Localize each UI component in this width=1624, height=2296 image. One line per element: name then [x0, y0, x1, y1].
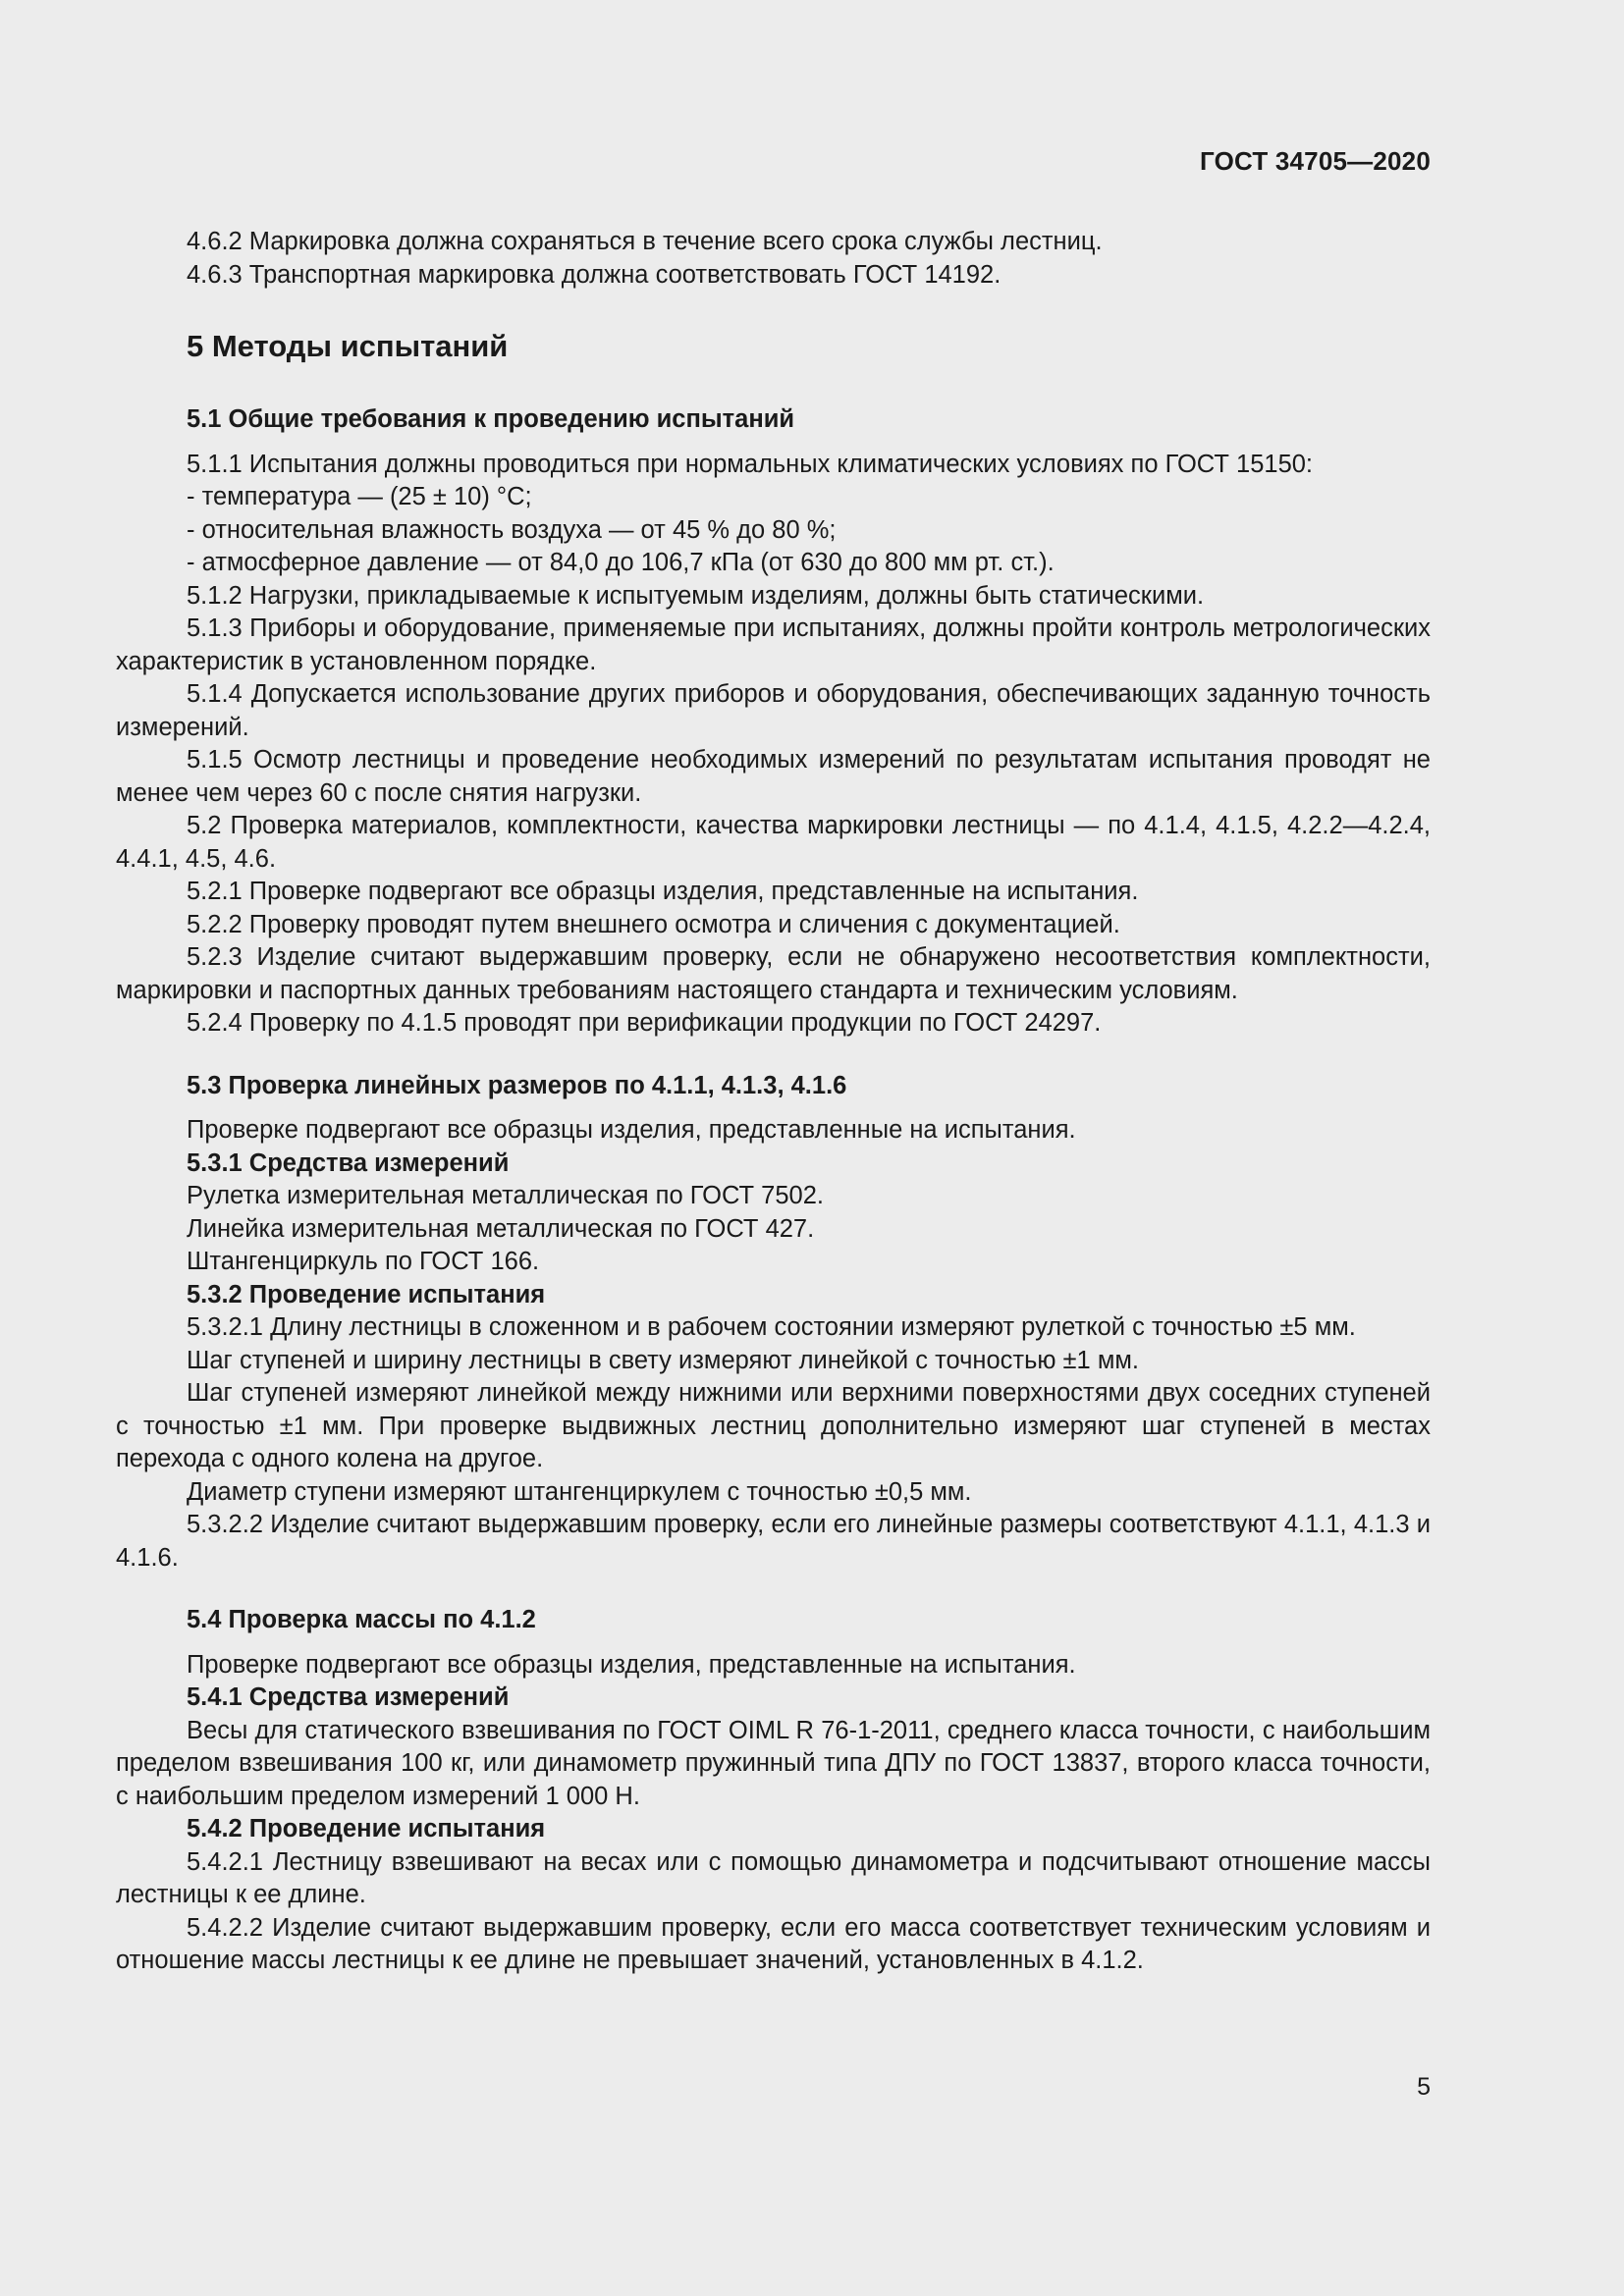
paragraph: 5.1.3 Приборы и оборудование, применяемые при испытаниях, должны пройти контроль метрологических характеристик в установленном порядке.: [116, 614, 1431, 675]
clause-heading: 5.3.1 Средства измерений: [187, 1148, 510, 1177]
paragraph: 4.6.2 Маркировка должна сохраняться в течение всего срока службы лестниц.: [187, 228, 1103, 255]
clause-heading: 5.4.2 Проведение испытания: [187, 1815, 546, 1842]
paragraph: Весы для статического взвешивания по ГОСТ OIML R 76-1-2011, среднего класса точности, с наибольшим пределом взвешивания 100 кг, или динамометр пружинный типа ДПУ по ГОСТ 13837, второго класса точности, с наибольшим пределом измерений 1 000 Н.: [116, 1716, 1431, 1810]
subsection-heading: 5.1 Общие требования к проведению испытаний: [187, 405, 795, 433]
paragraph: 5.3.2.2 Изделие считают выдержавшим проверку, если его линейные размеры соответствуют 4.1.1, 4.1.3 и 4.1.6.: [116, 1511, 1431, 1572]
paragraph: Диаметр ступени измеряют штангенциркулем с точностью ±0,5 мм.: [187, 1477, 972, 1506]
paragraph: 4.6.3 Транспортная маркировка должна соответствовать ГОСТ 14192.: [187, 260, 1001, 289]
paragraph: 5.4.2.1 Лестницу взвешивают на весах или с помощью динамометра и подсчитывают отношение массы лестницы к ее длине.: [116, 1847, 1431, 1908]
list-item: - относительная влажность воздуха — от 45 % до 80 %;: [187, 515, 837, 544]
paragraph: 5.2 Проверка материалов, комплектности, качества маркировки лестницы — по 4.1.4, 4.1.5, 4.2.2—4.2.4, 4.4.1, 4.5, 4.6.: [116, 812, 1431, 873]
document-header: ГОСТ 34705—2020: [1200, 146, 1431, 176]
paragraph: Линейка измерительная металлическая по ГОСТ 427.: [187, 1214, 815, 1243]
subsection-heading: 5.3 Проверка линейных размеров по 4.1.1, 4.1.3, 4.1.6: [187, 1071, 847, 1099]
paragraph: 5.1.4 Допускается использование других приборов и оборудования, обеспечивающих заданную точность измерений.: [116, 680, 1431, 741]
paragraph: Проверке подвергают все образцы изделия, представленные на испытания.: [187, 1116, 1076, 1144]
paragraph: 5.3.2.1 Длину лестницы в сложенном и в рабочем состоянии измеряют рулеткой с точностью ±5 мм.: [187, 1313, 1356, 1341]
clause-heading: 5.4.1 Средства измерений: [187, 1683, 510, 1711]
section-heading: 5 Методы испытаний: [187, 329, 509, 363]
clause-heading: 5.3.2 Проведение испытания: [187, 1280, 546, 1308]
paragraph: 5.2.2 Проверку проводят путем внешнего осмотра и сличения с документацией.: [187, 910, 1120, 938]
paragraph: 5.2.1 Проверке подвергают все образцы изделия, представленные на испытания.: [187, 878, 1139, 905]
paragraph: Рулетка измерительная металлическая по ГОСТ 7502.: [187, 1182, 824, 1209]
paragraph: 5.1.5 Осмотр лестницы и проведение необходимых измерений по результатам испытания проводят не менее чем через 60 с после снятия нагрузки.: [116, 746, 1431, 807]
paragraph: 5.4.2.2 Изделие считают выдержавшим проверку, если его масса соответствует техническим условиям и отношение массы лестницы к ее длине не превышает значений, установленных в 4.1.2.: [116, 1913, 1431, 1974]
page-number: 5: [1417, 2073, 1431, 2101]
subsection-heading: 5.4 Проверка массы по 4.1.2: [187, 1606, 536, 1633]
list-item: - атмосферное давление — от 84,0 до 106,7 кПа (от 630 до 800 мм рт. ст.).: [187, 549, 1055, 576]
paragraph: Шаг ступеней измеряют линейкой между нижними или верхними поверхностями двух соседних ступеней с точностью ±1 мм. При проверке выдвижных лестниц дополнительно измеряют шаг ступеней в местах перехода с одного колена на другое.: [116, 1379, 1431, 1472]
list-item: - температура — (25 ± 10) °С;: [187, 483, 532, 510]
paragraph: 5.1.2 Нагрузки, прикладываемые к испытуемым изделиям, должны быть статическими.: [187, 581, 1205, 610]
paragraph: Проверке подвергают все образцы изделия, представленные на испытания.: [187, 1650, 1076, 1679]
paragraph: 5.2.4 Проверку по 4.1.5 проводят при верификации продукции по ГОСТ 24297.: [187, 1009, 1102, 1037]
paragraph: Шаг ступеней и ширину лестницы в свету измеряют линейкой с точностью ±1 мм.: [187, 1346, 1139, 1374]
paragraph: Штангенциркуль по ГОСТ 166.: [187, 1248, 540, 1275]
paragraph: 5.2.3 Изделие считают выдержавшим проверку, если не обнаружено несоответствия комплектности, маркировки и паспортных данных требованиям настоящего стандарта и техническим условиям.: [116, 943, 1431, 1004]
paragraph: 5.1.1 Испытания должны проводиться при нормальных климатических условиях по ГОСТ 15150:: [187, 450, 1314, 478]
document-body: [116, 226, 1431, 1978]
